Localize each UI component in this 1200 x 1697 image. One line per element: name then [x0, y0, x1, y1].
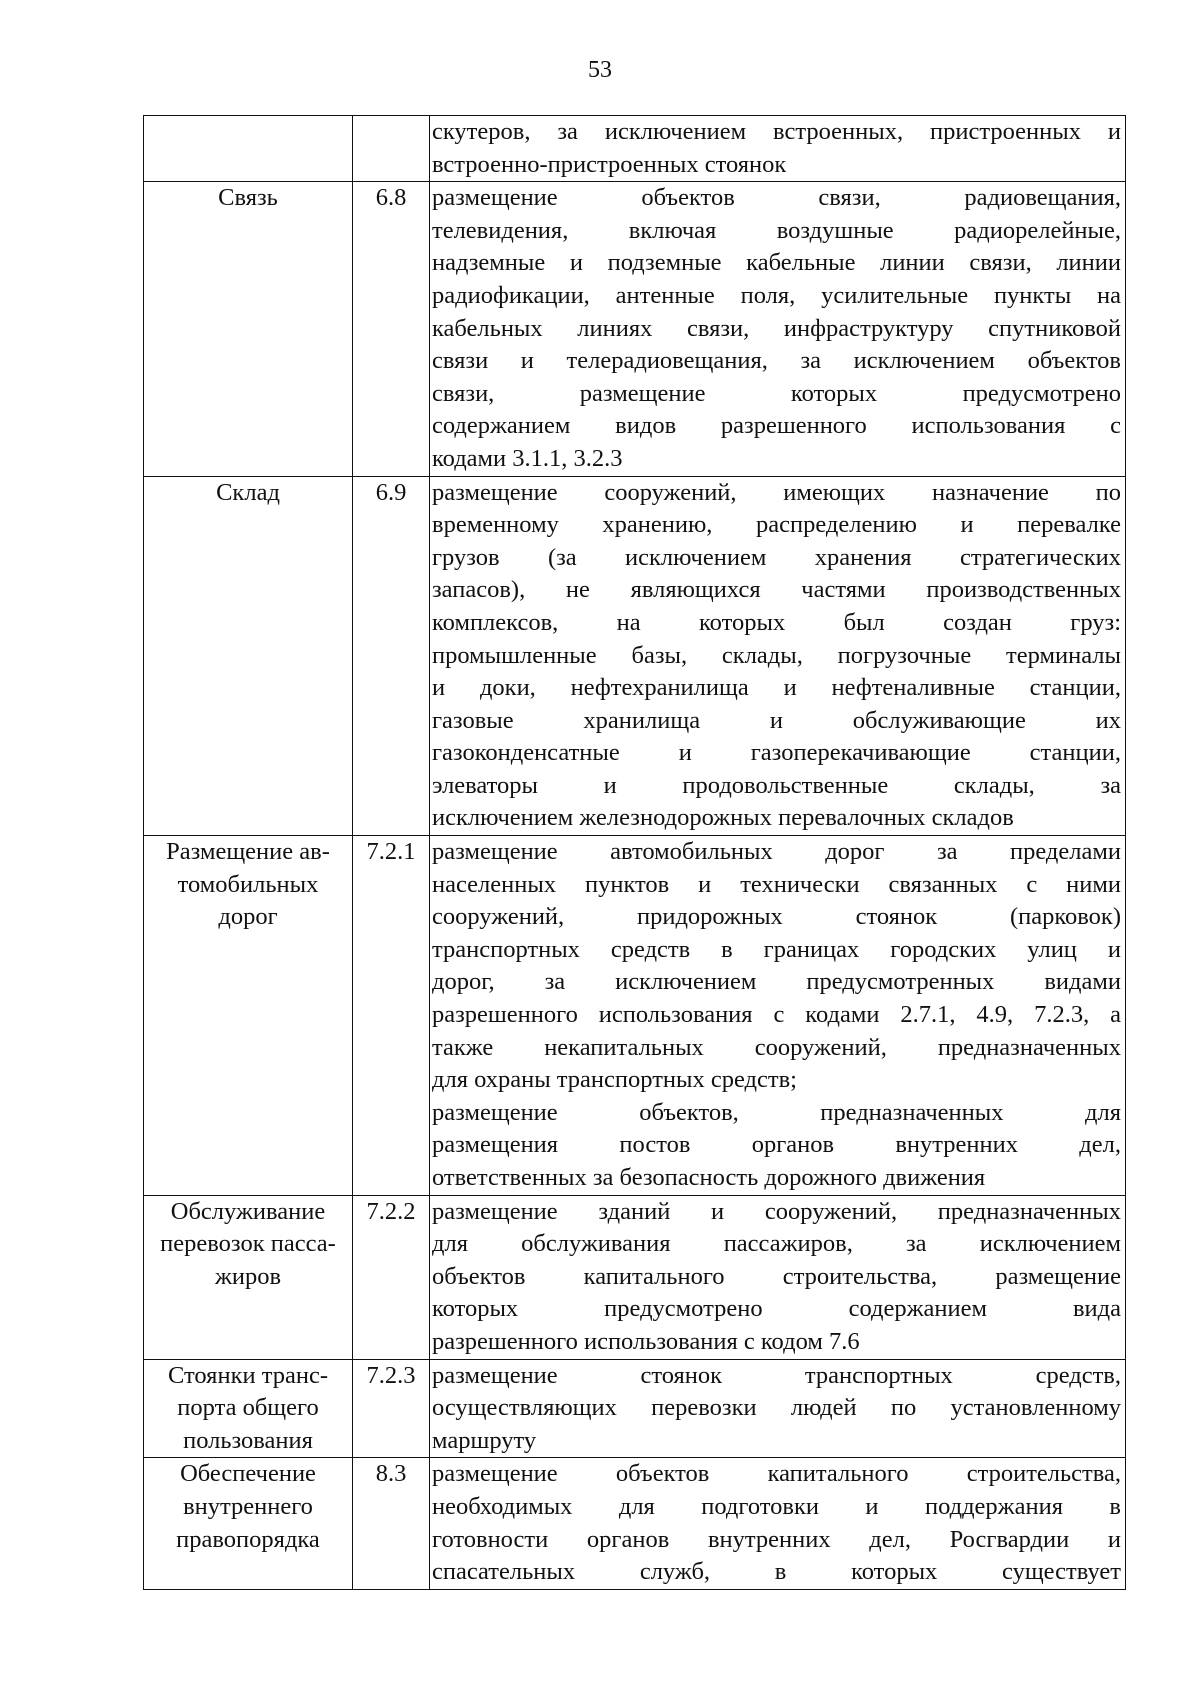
use-name-cell: [144, 836, 353, 1196]
use-name-line: правопорядка: [176, 1525, 320, 1553]
table-row: [144, 836, 1126, 1196]
description-line: кабельных линиях связи, инфраструктуру спутниковой: [432, 314, 1121, 342]
description-line: размещение стоянок транспортных средств,: [432, 1361, 1121, 1389]
use-name-line: жиров: [214, 1262, 282, 1290]
description-line: размещение объектов капитального строительства,: [432, 1460, 1121, 1488]
description-line: транспортных средств в границах городских улиц и: [432, 935, 1121, 963]
use-name-line: дорог: [218, 903, 278, 931]
description-line: объектов капитального строительства, размещение: [432, 1262, 1121, 1290]
table-row: [144, 476, 1126, 836]
description-line: и доки, нефтехранилища и нефтеналивные станции,: [432, 674, 1121, 702]
description-line: населенных пунктов и технически связанных с ними: [432, 870, 1121, 898]
use-name-line: внутреннего: [183, 1492, 313, 1520]
description-line: газоконденсатные и газоперекачивающие станции,: [432, 739, 1121, 767]
use-code-cell: 7.2.2: [353, 1195, 430, 1359]
use-description-cell: [430, 1458, 1126, 1589]
description-line: надземные и подземные кабельные линии связи, линии: [432, 249, 1121, 277]
use-description-cell: [430, 836, 1126, 1196]
use-code-cell: 6.9: [353, 476, 430, 836]
use-description-cell: [430, 1359, 1126, 1458]
description-line: грузов (за исключением хранения стратегических: [432, 543, 1121, 571]
description-line: размещение сооружений, имеющих назначение по: [432, 478, 1121, 506]
description-line: спасательных служб, в которых существует: [432, 1558, 1121, 1586]
use-description-cell: [430, 182, 1126, 476]
description-line: радиофикации, антенные поля, усилительные пункты на: [432, 281, 1121, 309]
description-line: связи, размещение которых предусмотрено: [432, 379, 1121, 407]
use-name-cell: [144, 476, 353, 836]
description-line: телевидения, включая воздушные радиорелейные,: [432, 216, 1121, 244]
description-line: скутеров, за исключением встроенных, пристроенных и: [432, 118, 1121, 145]
description-line: дорог, за исключением предусмотренных видами: [432, 968, 1121, 996]
use-name-cell: [144, 1458, 353, 1589]
use-name-line: Связь: [218, 184, 278, 212]
table-row: [144, 1195, 1126, 1359]
description-line: связи и телерадиовещания, за исключением объектов: [432, 347, 1121, 375]
use-name-cell: [144, 1359, 353, 1458]
use-code-cell: 8.3: [353, 1458, 430, 1589]
table-row: [144, 182, 1126, 476]
use-code-cell: [353, 116, 430, 182]
description-line: также некапитальных сооружений, предназначенных: [432, 1033, 1121, 1061]
description-line: необходимых для подготовки и поддержания в: [432, 1492, 1121, 1520]
description-line: элеваторы и продовольственные склады, за: [432, 771, 1121, 799]
use-code-cell: 6.8: [353, 182, 430, 476]
use-description-cell: [430, 476, 1126, 836]
use-name-line: перевозок пасса-: [160, 1230, 336, 1258]
description-line: размещения постов органов внутренних дел,: [432, 1131, 1121, 1159]
description-line: размещение объектов, предназначенных для: [432, 1098, 1121, 1126]
description-line: сооружений, придорожных стоянок (парковок): [432, 903, 1121, 931]
description-line: маршруту: [432, 1426, 537, 1454]
use-description-cell: [430, 1195, 1126, 1359]
description-line: кодами 3.1.1, 3.2.3: [432, 444, 623, 472]
table-row: [144, 1458, 1126, 1589]
description-line: размещение объектов связи, радиовещания,: [432, 184, 1121, 212]
description-line: разрешенного использования с кодом 7.6: [432, 1327, 860, 1355]
use-name-cell: [144, 182, 353, 476]
table-row: [144, 116, 1126, 182]
use-code-cell: 7.2.1: [353, 836, 430, 1196]
description-line: размещение автомобильных дорог за пределами: [432, 838, 1121, 866]
use-description-cell: [430, 116, 1126, 182]
description-line: встроенно-пристроенных стоянок: [432, 150, 787, 178]
land-use-table: [143, 115, 1126, 1590]
use-name-line: Склад: [216, 478, 280, 506]
description-line: временному хранению, распределению и перевалке: [432, 511, 1121, 539]
use-code-cell: 7.2.3: [353, 1359, 430, 1458]
use-name-line: порта общего: [177, 1394, 319, 1422]
description-line: содержанием видов разрешенного использования с: [432, 412, 1121, 440]
use-name-line: Обеспечение: [180, 1460, 316, 1488]
description-line: которых предусмотрено содержанием вида: [432, 1295, 1121, 1323]
description-line: для охраны транспортных средств;: [432, 1066, 797, 1094]
use-name-cell: [144, 1195, 353, 1359]
description-line: осуществляющих перевозки людей по установленному: [432, 1394, 1121, 1422]
use-name-line: томобильных: [177, 870, 319, 898]
use-name-line: Обслуживание: [170, 1197, 326, 1225]
use-name-line: пользования: [183, 1426, 313, 1454]
table-row: [144, 1359, 1126, 1458]
description-line: запасов), не являющихся частями производственных: [432, 576, 1121, 604]
use-name-line: Стоянки транс-: [168, 1361, 328, 1389]
description-line: готовности органов внутренних дел, Росгвардии и: [432, 1525, 1121, 1553]
description-line: ответственных за безопасность дорожного движения: [432, 1164, 986, 1191]
use-name-cell: [144, 116, 353, 182]
description-line: промышленные базы, склады, погрузочные терминалы: [432, 641, 1121, 669]
description-line: размещение зданий и сооружений, предназначенных: [432, 1197, 1121, 1225]
page-number: 53: [588, 57, 612, 83]
description-line: для обслуживания пассажиров, за исключением: [432, 1230, 1121, 1258]
table-body: [144, 116, 1126, 1590]
description-line: разрешенного использования с кодами 2.7.1, 4.9, 7.2.3, а: [432, 1001, 1121, 1029]
use-name-line: Размещение ав-: [166, 838, 330, 866]
description-line: газовые хранилища и обслуживающие их: [432, 706, 1121, 734]
description-line: исключением железнодорожных перевалочных складов: [432, 804, 1014, 832]
description-line: комплексов, на которых был создан груз:: [432, 608, 1121, 636]
